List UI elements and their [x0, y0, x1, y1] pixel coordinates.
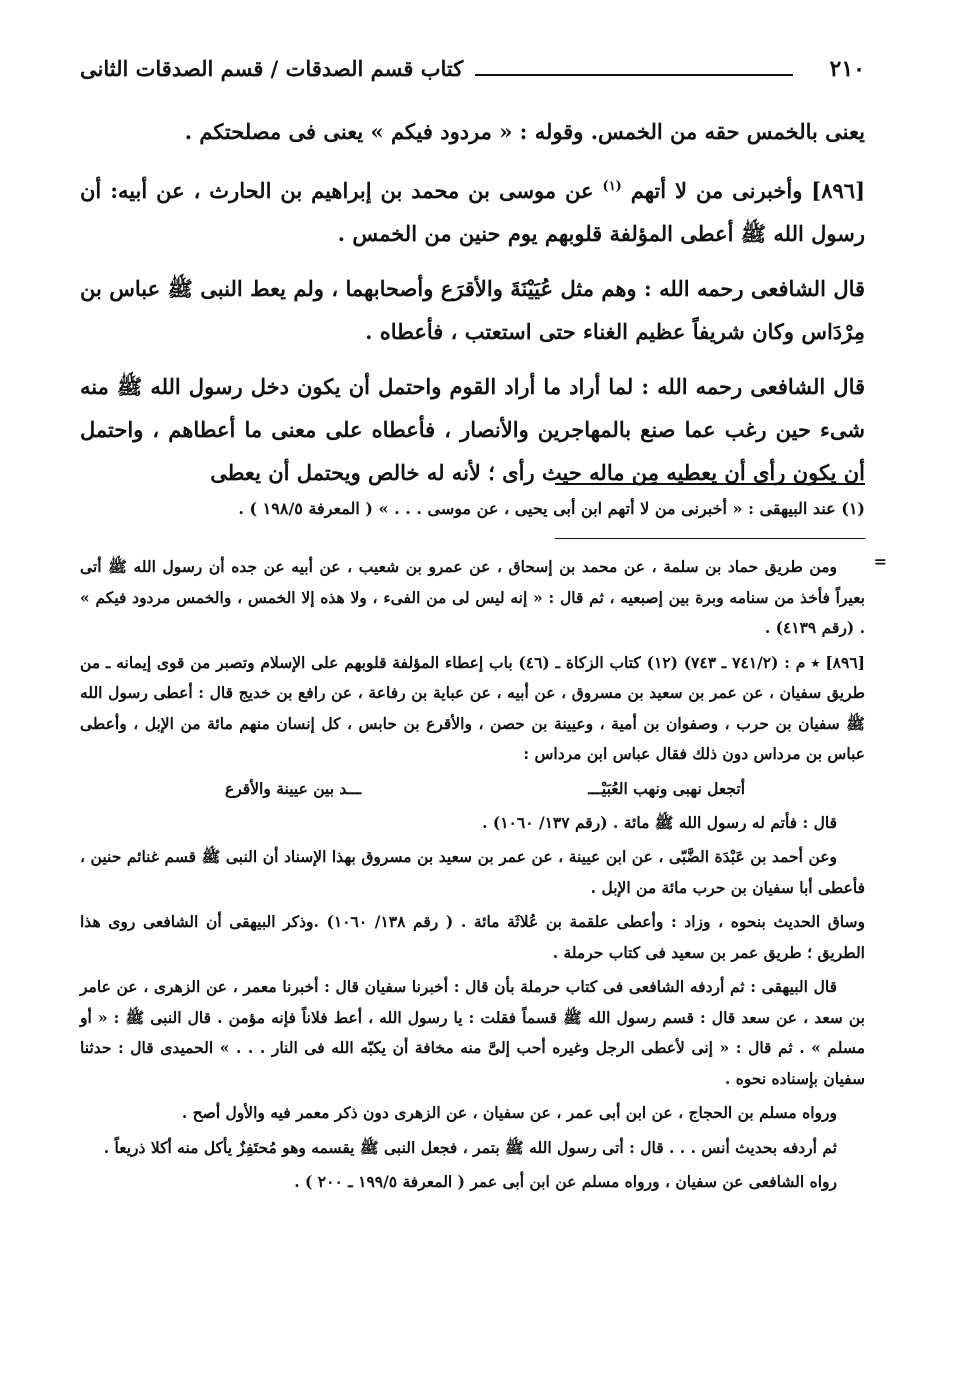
- paragraph-2: [80, 165, 865, 255]
- continuation-mark: =: [873, 552, 887, 571]
- note-1: ومن طريق حماد بن سلمة ، عن محمد بن إسحاق ، عن عمرو بن شعيب ، عن أبيه عن جده أن رسول الله ﷺ أتى بعيراً فأخذ من سنامه وبرة بين إصبعيه ، ثم قال : « إنه ليس لى من الفىء ، ولا هذه إلا الخمس ، والخمس مردود فيكم » . (رقم ٤١٣٩) .: [80, 557, 865, 637]
- note-3: قال : فأتم له رسول الله ﷺ مائة . (رقم ١٣٧/ ١٠٦٠) .: [482, 812, 837, 832]
- page-header: [80, 54, 865, 94]
- notes-rule: [555, 538, 865, 539]
- hadith-896-rest: عن موسى بن محمد بن إبراهيم بن الحارث ، عن أبيه: أن رسول الله ﷺ أعطى المؤلفة قلوبهم يوم حنين من الخمس .: [80, 178, 865, 246]
- paragraph-3-text: وهم مثل عُيَيْنَةَ والأقرَع وأصحابهما ، ولم يعط النبى ﷺ عباس بن مِرْدَاس وكان شريفاً عظيم الغناء حتى استعتب ، فأعطاه .: [80, 276, 865, 344]
- note-6: قال البيهقى : ثم أردفه الشافعى فى كتاب حرملة بأن قال : أخبرنا سفيان قال : أخبرنا معمر ، عن الزهرى ، عن عامر بن سعد ، عن سعد قال : قسم رسول الله ﷺ قسماً فقلت : يا رسول الله ، أعط فلاناً فإنه مؤمن . قال النبى ﷺ : « أو مسلم » . ثم قال : « إنى لأعطى الرجل وغيره أحب إلىَّ منه مخافة أن يكبّه الله فى النار . . . » الحميدى قال : حدثنا سفيان بإسناده نحوه .: [80, 977, 865, 1088]
- paragraph-4: [80, 365, 865, 494]
- footnote-ref-1: (١): [602, 179, 622, 194]
- poem-verse: [225, 774, 745, 804]
- note-7: ورواه مسلم بن الحجاج ، عن ابن أبى عمر ، عن سفيان ، عن الزهرى دون ذكر معمر فيه والأول أصح .: [181, 1103, 837, 1122]
- header-rule: [475, 74, 793, 76]
- verse-first-hemistich: أتجعل نهبى ونهب العُبَيْـــ: [588, 778, 745, 798]
- note-5: وساق الحديث بنحوه ، وزاد : وأعطى علقمة بن عُلاثَة مائة . ( رقم ١٣٨/ ١٠٦٠) .وذكر البيهقى أن الشافعى روى هذا الطريق ؛ طريق عمر بن سعيد فى كتاب حرملة .: [80, 912, 865, 962]
- shafii-said-2: قال الشافعى رحمه الله :: [641, 374, 866, 399]
- running-title: كتاب قسم الصدقات / قسم الصدقات الثانى: [80, 56, 464, 81]
- shafii-said-1: قال الشافعى رحمه الله :: [643, 276, 866, 301]
- note-896: [٨٩٦] ٭ م : (٧٤١/٢ ـ ٧٤٣) (١٢) كتاب الزكاة ـ (٤٦) باب إعطاء المؤلفة قلوبهم على الإسلام وتصبر من قوى إيمانه ـ من طريق سفيان ، عن عمر بن سعيد بن مسروق ، عن أبيه ، عن عباية بن رفاعة ، عن رافع بن خديج قال : أعطى رسول الله ﷺ سفيان بن حرب ، وصفوان بن أمية ، وعيينة بن حصن ، والأقرع بن حابس ، كل إنسان منهم مائة من الإبل ، وأعطى عباس بن مرداس دون ذلك فقال عباس ابن مرداس :: [80, 652, 865, 763]
- main-text: [80, 110, 865, 506]
- page-number: ٢١٠: [829, 56, 865, 82]
- verse-second-hemistich: ـــد بين عيينة والأقرع: [225, 778, 362, 798]
- paragraph-3: [80, 267, 865, 353]
- note-4: وعن أحمد بن عَبْدَة الضَّبّى ، عن ابن عيينة ، عن عمر بن سعيد بن مسروق بهذا الإسناد أن النبى ﷺ قسم غنائم حنين ، فأعطى أبا سفيان بن حرب مائة من الإبل .: [80, 847, 865, 897]
- note-9: رواه الشافعى عن سفيان ، ورواه مسلم عن ابن أبى عمر ( المعرفة ١٩٩/٥ ـ ٢٠٠ ) .: [294, 1172, 837, 1191]
- note-8: ثم أردفه بحديث أنس . . . قال : أتى رسول الله ﷺ بتمر ، فجعل النبى ﷺ يقسمه وهو مُحتَفِزٌ يأكل منه أكلا ذريعاً .: [103, 1137, 837, 1157]
- paragraph-1: يعنى بالخمس حقه من الخمس. وقوله : « مردود فيكم » يعنى فى مصلحتكم .: [184, 119, 865, 144]
- hadith-896-start: [٨٩٦] وأخبرنى من لا أتهم: [630, 178, 865, 203]
- footnote-rule: [555, 483, 865, 485]
- footnote-1: (١) عند البيهقى : « أخبرنى من لا أتهم ابن أبى يحيى ، عن موسى . . . » ( المعرفة ١٩٨/٥ ) .: [238, 499, 865, 518]
- takhrij-notes: [80, 552, 887, 1202]
- paragraph-4-text: لما أراد ما أراد القوم واحتمل أن يكون دخل رسول الله ﷺ منه شىء حين رغب عما صنع بالمهاجرين والأنصار ، فأعطاه على معنى ما أعطاهم ، واحتمل أن يكون رأى أن يعطيه مِن ماله حيث رأى ؛ لأنه له خالص ويحتمل أن يعطى: [80, 374, 865, 485]
